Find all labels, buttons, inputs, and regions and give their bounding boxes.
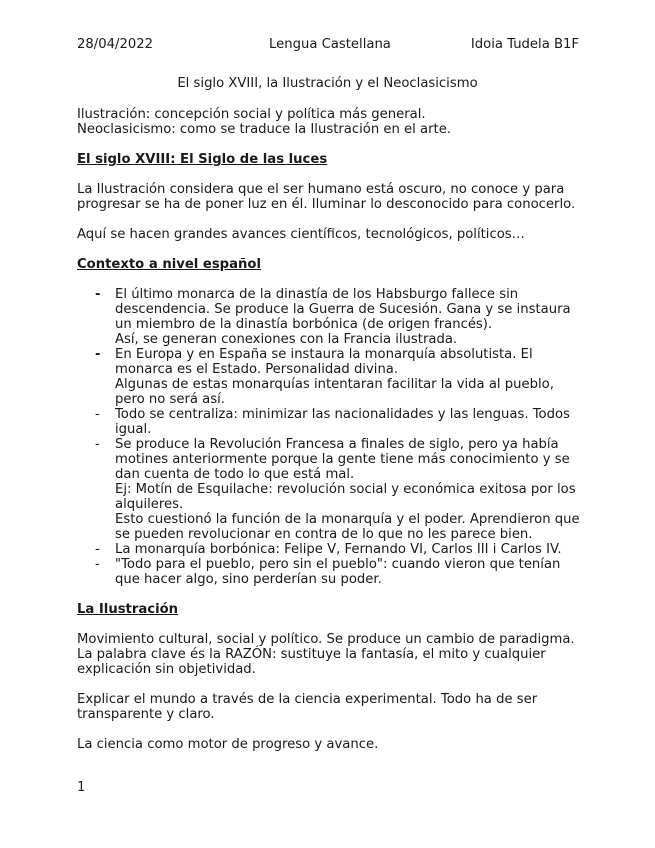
- dash-bullet: -: [95, 437, 100, 452]
- list-item-text: Todo se centraliza: minimizar las nacionalidades y las lenguas. Todos igual.: [115, 407, 570, 437]
- page-header: [77, 37, 579, 55]
- section-heading-contexto: Contexto a nivel español: [77, 257, 261, 272]
- list-item-text: Algunas de estas monarquías intentaran facilitar la vida al pueblo, pero no será así.: [115, 377, 554, 407]
- dash-bullet: -: [95, 347, 101, 362]
- definition-neoclasicismo: Neoclasicismo: como se traduce la Ilustración en el arte.: [77, 122, 452, 137]
- list-item-text: Ej: Motín de Esquilache: revolución social y económica exitosa por los alquileres.: [115, 482, 576, 512]
- list-item-text: La monarquía borbónica: Felipe V, Fernando VI, Carlos III i Carlos IV.: [115, 542, 562, 557]
- paragraph: Movimiento cultural, social y político. Se produce un cambio de paradigma. La palabra clave és la RAZÓN: sustituye la fantasía, el mito y cualquier explicación sin objetividad.: [77, 632, 575, 677]
- section-heading-ilustracion: La Ilustración: [77, 602, 179, 617]
- paragraph: Aquí se hacen grandes avances científicos, tecnológicos, políticos…: [77, 227, 525, 242]
- list-item: [77, 437, 582, 542]
- paragraph: La ciencia como motor de progreso y avance.: [77, 737, 379, 752]
- paragraph: La Ilustración considera que el ser humano está oscuro, no conoce y para progresar se ha de poner luz en él. Iluminar lo desconocido para conocerlo.: [77, 182, 576, 212]
- dash-bullet: -: [95, 542, 100, 557]
- list-item: [77, 557, 582, 587]
- definition-ilustracion: Ilustración: concepción social y política más general.: [77, 107, 426, 122]
- header-author: Idoia Tudela B1F: [470, 37, 579, 52]
- list-item-text: Así, se generan conexiones con la Francia ilustrada.: [115, 332, 458, 347]
- list-item-text: Esto cuestionó la función de la monarquía y el poder. Aprendieron que se pueden revolucionar en contra de lo que no les parece bien.: [115, 512, 580, 542]
- list-item-text: Se produce la Revolución Francesa a finales de siglo, pero ya había motines anteriormente porque la gente tiene más conocimiento y se dan cuenta de todo lo que está mal.: [115, 437, 570, 482]
- list-item-text: En Europa y en España se instaura la monarquía absolutista. El monarca es el Estado. Personalidad divina.: [115, 347, 533, 377]
- document-title: El siglo XVIII, la Ilustración y el Neoclasicismo: [177, 76, 478, 91]
- list-item: [77, 347, 582, 407]
- section-heading-siglo-xviii: El siglo XVIII: El Siglo de las luces: [77, 152, 328, 167]
- list-item-text: El último monarca de la dinastía de los Habsburgo fallece sin descendencia. Se produce la Guerra de Sucesión. Gana y se instaura un miembro de la dinastía borbónica (de origen francés).: [115, 287, 571, 332]
- dash-bullet: -: [95, 407, 100, 422]
- page-number: 1: [77, 780, 86, 795]
- paragraph: Explicar el mundo a través de la ciencia experimental. Todo ha de ser transparente y claro.: [77, 692, 538, 722]
- list-item-text: "Todo para el pueblo, pero sin el pueblo": cuando vieron que tenían que hacer algo, sino perderían su poder.: [115, 557, 561, 587]
- dash-bullet: -: [95, 557, 100, 572]
- header-subject: Lengua Castellana: [269, 37, 391, 52]
- document-body: [77, 107, 582, 752]
- list-item: [77, 407, 582, 437]
- dash-bullet: -: [95, 287, 101, 302]
- list-item: [77, 287, 582, 347]
- list-item: [77, 542, 582, 557]
- context-list: [77, 287, 582, 587]
- header-date: 28/04/2022: [77, 37, 154, 52]
